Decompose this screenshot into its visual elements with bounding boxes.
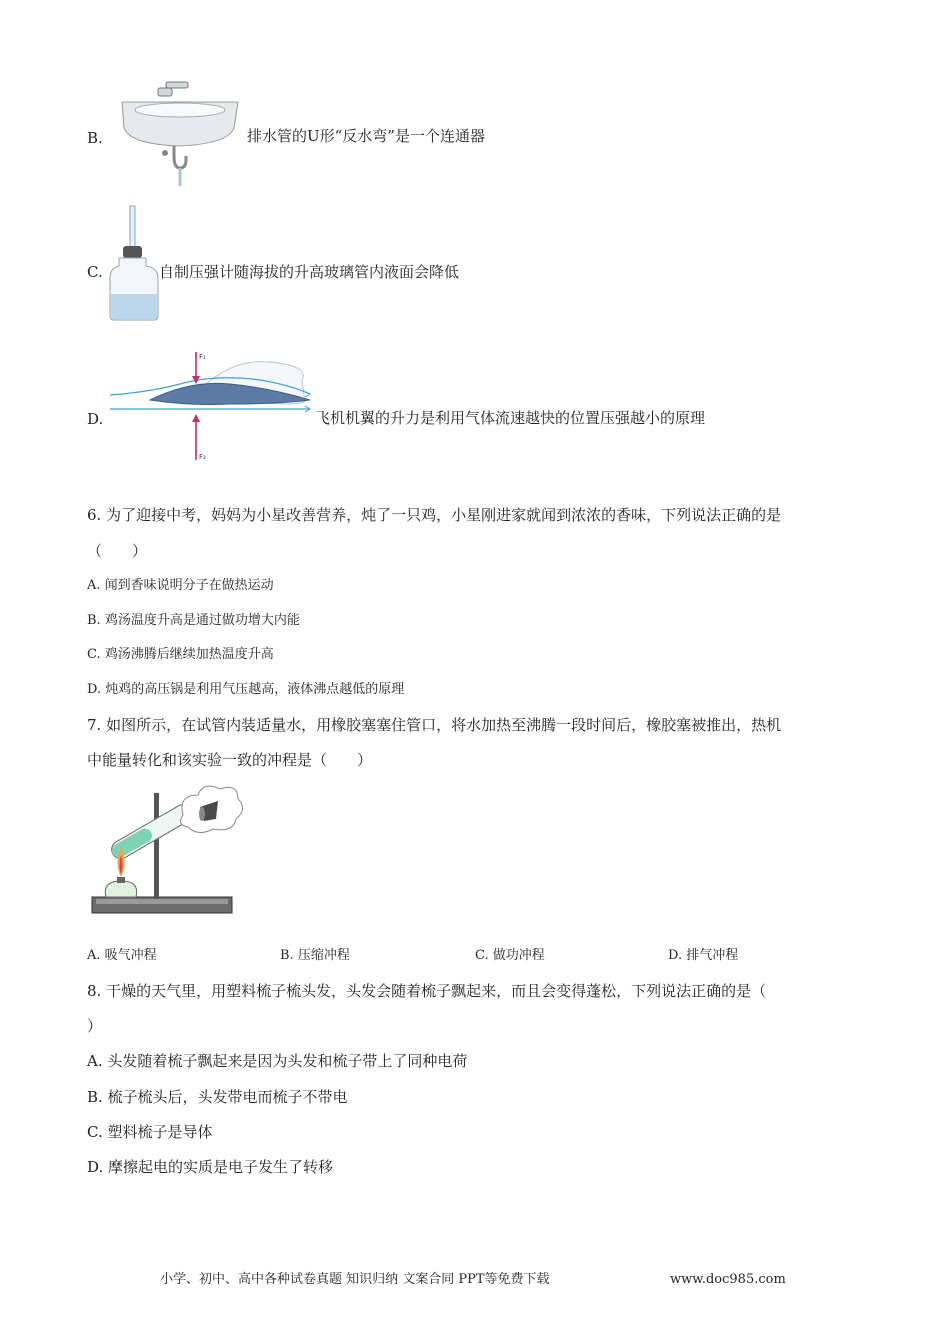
option-5b-text: 排水管的U形“反水弯”是一个连通器 [247,127,485,145]
question-6-paren: （ ） [87,542,148,560]
question-6-option-c: C. 鸡汤沸腾后继续加热温度升高 [87,647,274,662]
question-6-option-b: B. 鸡汤温度升高是通过做功增大内能 [87,613,300,628]
force-f2-label: F₂ [199,453,206,461]
option-5d-text: 飞机机翼的升力是利用气体流速越快的位置压强越小的原理 [315,409,706,427]
question-7-option-b: B. 压缩冲程 [280,948,350,963]
option-5d-letter: D. [87,410,104,428]
option-5c-letter: C. [87,263,103,281]
question-7-stem-line2: 中能量转化和该实验一致的冲程是（ ） [87,751,373,769]
question-7-stem-line1: 7. 如图所示，在试管内装适量水，用橡胶塞塞住管口，将水加热至沸腾一段时间后，橡胶塞被推出，热机 [87,716,782,734]
question-8-stem-line2: ） [87,1017,103,1035]
force-f1-label: F₁ [199,353,206,361]
question-6-option-a: A. 闻到香味说明分子在做热运动 [87,578,274,593]
question-8-stem-line1: 8. 干燥的天气里，用塑料梳子梳头发，头发会随着梳子飘起来，而且会变得蓬松，下列说法正确的是（ [87,982,767,1000]
question-8-option-c: C. 塑料梳子是导体 [87,1123,213,1141]
question-6-option-d: D. 炖鸡的高压锅是利用气压越高，液体沸点越低的原理 [87,682,405,697]
test-tube-experiment-figure [88,785,243,920]
option-5b-letter: B. [87,129,103,147]
question-8-option-d: D. 摩擦起电的实质是电子发生了转移 [87,1158,334,1176]
question-7-option-c: C. 做功冲程 [475,948,545,963]
footer-url[interactable]: www.doc985.com [670,1272,786,1287]
sink-figure [118,80,243,188]
option-5c-text: 自制压强计随海拔的升高玻璃管内液面会降低 [159,263,460,281]
wing-figure [110,350,315,465]
question-7-option-a: A. 吸气冲程 [87,948,157,963]
question-8-option-b: B. 梳子梳头后，头发带电而梳子不带电 [87,1088,348,1106]
question-8-option-a: A. 头发随着梳子飘起来是因为头发和梳子带上了同种电荷 [87,1052,468,1070]
bottle-barometer-figure [110,206,160,322]
footer-text: 小学、初中、高中各种试卷真题 知识归纳 文案合同 PPT等免费下载 [160,1272,550,1287]
question-7-option-d: D. 排气冲程 [668,948,739,963]
question-6-stem: 6. 为了迎接中考，妈妈为小星改善营养，炖了一只鸡，小星刚进家就闻到浓浓的香味，下列说法正确的是 [87,506,782,524]
